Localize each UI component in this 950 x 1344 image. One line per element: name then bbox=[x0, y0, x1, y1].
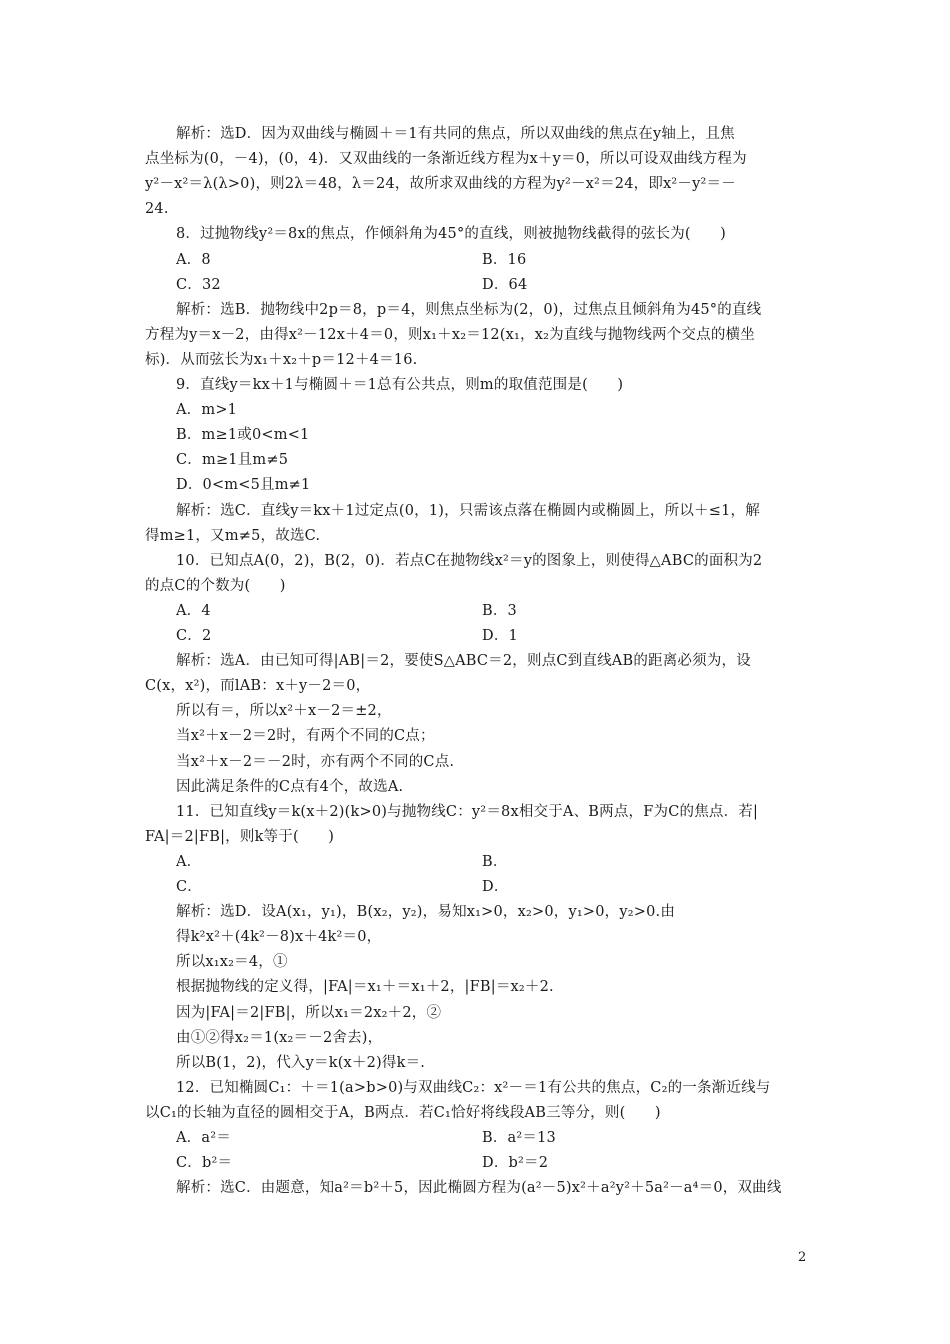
text-line: C．32 bbox=[176, 277, 221, 293]
text-line: 解析：选D．因为双曲线与椭圆＋＝1有共同的焦点，所以双曲线的焦点在y轴上，且焦 bbox=[176, 126, 735, 142]
text-line: A．4 bbox=[176, 603, 211, 619]
text-line: 因为|FA|＝2|FB|，所以x₁＝2x₂＋2，② bbox=[176, 1005, 442, 1021]
text-line: 所以x₁x₂＝4，① bbox=[176, 954, 288, 970]
text-line: C．b²＝ bbox=[176, 1155, 233, 1171]
text-line: 当x²＋x－2＝－2时，亦有两个不同的C点. bbox=[176, 754, 455, 770]
text-line: 得m≥1，又m≠5，故选C. bbox=[145, 528, 321, 544]
text-line: 由①②得x₂＝1(x₂＝－2舍去)， bbox=[176, 1030, 383, 1046]
text-line: FA|＝2|FB|，则k等于( ) bbox=[145, 829, 335, 845]
option-right: D． bbox=[482, 879, 509, 895]
option-right: D．1 bbox=[482, 628, 518, 644]
page-number: 2 bbox=[798, 1250, 807, 1265]
text-line: 以C₁的长轴为直径的圆相交于A，B两点．若C₁恰好将线段AB三等分，则( ) bbox=[145, 1105, 661, 1121]
text-line: D．0<m<5且m≠1 bbox=[176, 477, 311, 493]
text-line: 点坐标为(0，－4)，(0，4)．又双曲线的一条渐近线方程为x＋y＝0，所以可设双曲线方程为 bbox=[145, 151, 747, 167]
text-line: 8．过抛物线y²＝8x的焦点，作倾斜角为45°的直线，则被抛物线截得的弦长为( ) bbox=[176, 226, 727, 242]
text-line: 所以有＝，所以x²＋x－2＝±2， bbox=[176, 703, 392, 719]
text-line: A．8 bbox=[176, 252, 211, 268]
text-line: C．2 bbox=[176, 628, 212, 644]
option-right: B． bbox=[482, 854, 508, 870]
text-line: 标)．从而弦长为x₁＋x₂＋p＝12＋4＝16. bbox=[145, 352, 418, 368]
text-line: A． bbox=[176, 854, 202, 870]
text-line: 24. bbox=[145, 201, 169, 217]
text-line: A．m>1 bbox=[176, 402, 238, 418]
text-line: 的点C的个数为( ) bbox=[145, 578, 286, 594]
option-right: B．a²＝13 bbox=[482, 1130, 556, 1146]
text-line: 方程为y＝x－2，由得x²－12x＋4＝0，则x₁＋x₂＝12(x₁，x₂为直线与抛物线两个交点的横坐 bbox=[145, 327, 755, 343]
text-line: 当x²＋x－2＝2时，有两个不同的C点； bbox=[176, 728, 435, 744]
text-line: 9．直线y＝kx＋1与椭圆＋＝1总有公共点，则m的取值范围是( ) bbox=[176, 377, 624, 393]
text-line: y²－x²＝λ(λ>0)，则2λ＝48，λ＝24，故所求双曲线的方程为y²－x²＝24，即x²－y²＝－ bbox=[145, 176, 736, 192]
option-right: B．16 bbox=[482, 252, 527, 268]
text-line: 解析：选B．抛物线中2p＝8，p＝4，则焦点坐标为(2，0)，过焦点且倾斜角为45°的直线 bbox=[176, 302, 762, 318]
option-right: B．3 bbox=[482, 603, 517, 619]
text-line: 根据抛物线的定义得，|FA|＝x₁＋＝x₁＋2，|FB|＝x₂＋2. bbox=[176, 979, 554, 995]
text-line: B．m≥1或0<m<1 bbox=[176, 427, 310, 443]
text-line: C(x，x²)，而lAB：x＋y－2＝0， bbox=[145, 678, 371, 694]
text-line: 解析：选C．由题意，知a²＝b²＋5，因此椭圆方程为(a²－5)x²＋a²y²＋5a²－a⁴＝0，双曲线 bbox=[176, 1180, 782, 1196]
text-line: A．a²＝ bbox=[176, 1130, 231, 1146]
text-line: 解析：选A．由已知可得|AB|＝2，要使S△ABC＝2，则点C到直线AB的距离必须为，设 bbox=[176, 653, 751, 669]
text-line: 12．已知椭圆C₁：＋＝1(a>b>0)与双曲线C₂：x²－＝1有公共的焦点，C₂的一条渐近线与 bbox=[176, 1080, 771, 1096]
text-line: 得k²x²＋(4k²－8)x＋4k²＝0， bbox=[176, 929, 382, 945]
text-line: 解析：选D．设A(x₁，y₁)，B(x₂，y₂)，易知x₁>0，x₂>0，y₁>0，y₂>0.由 bbox=[176, 904, 676, 920]
text-line: 所以B(1，2)，代入y＝k(x＋2)得k＝. bbox=[176, 1055, 426, 1071]
option-right: D．64 bbox=[482, 277, 528, 293]
option-right: D．b²＝2 bbox=[482, 1155, 549, 1171]
text-line: C． bbox=[176, 879, 202, 895]
text-line: 因此满足条件的C点有4个，故选A. bbox=[176, 779, 404, 795]
text-line: 解析：选C．直线y＝kx＋1过定点(0，1)，只需该点落在椭圆内或椭圆上，所以＋≤1，解 bbox=[176, 503, 760, 519]
text-line: 11．已知直线y＝k(x＋2)(k>0)与抛物线C：y²＝8x相交于A、B两点，F为C的焦点．若| bbox=[176, 804, 759, 820]
text-line: C．m≥1且m≠5 bbox=[176, 452, 289, 468]
text-line: 10．已知点A(0，2)，B(2，0)．若点C在抛物线x²＝y的图象上，则使得△ABC的面积为2 bbox=[176, 553, 763, 569]
